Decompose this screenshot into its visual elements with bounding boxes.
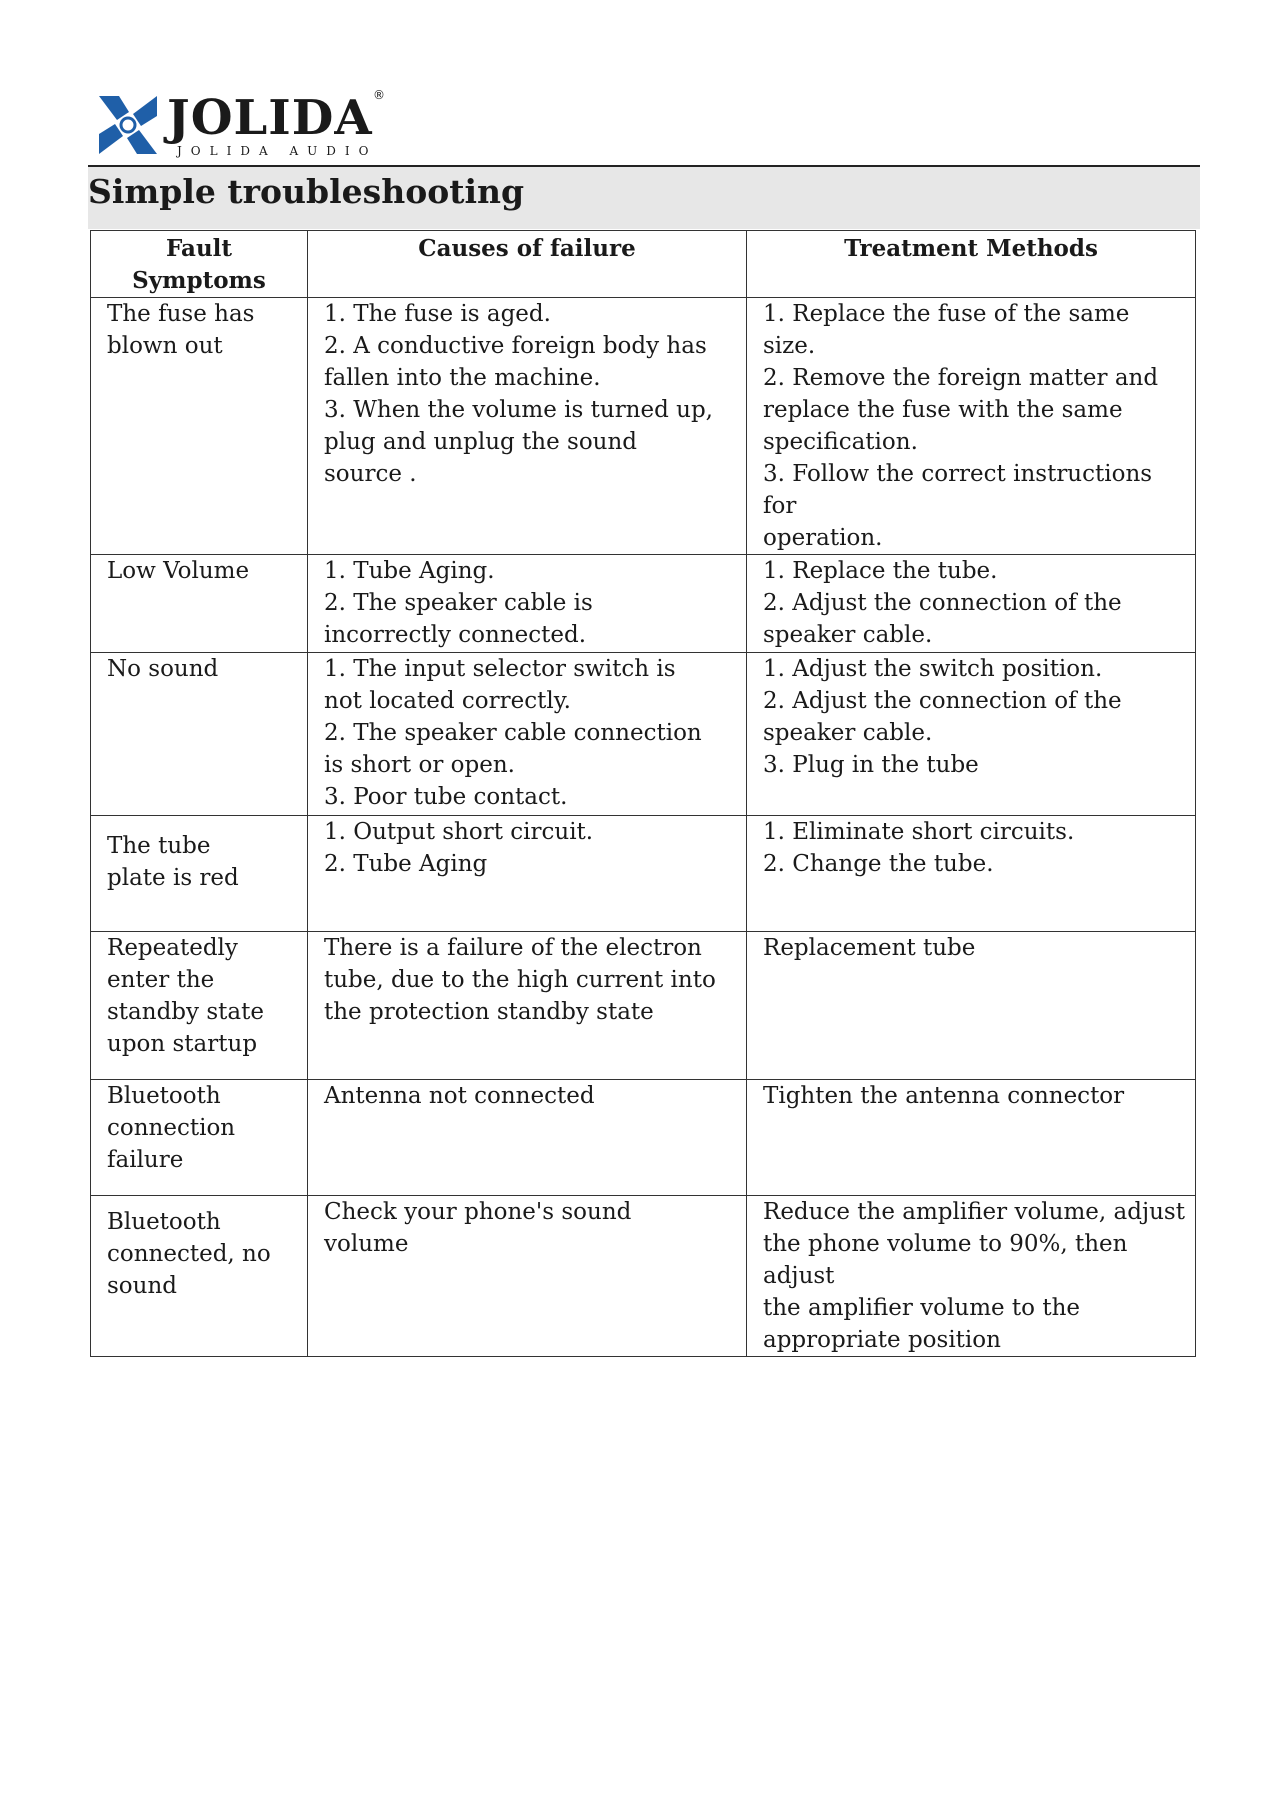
cell-line: connected, no <box>107 1241 271 1267</box>
cell-line: speaker cable. <box>763 720 933 746</box>
cell-line: the protection standby state <box>324 999 654 1025</box>
table-row <box>91 653 1196 816</box>
registered-mark: ® <box>373 88 385 102</box>
table-row <box>91 932 1196 1080</box>
cell-line: standby state <box>107 999 264 1025</box>
cell-line: plate is red <box>107 865 239 891</box>
cell-line: not located correctly. <box>324 688 571 714</box>
cell-line: 3. Plug in the tube <box>763 752 979 778</box>
table-row <box>91 298 1196 555</box>
cell-line: Tighten the antenna connector <box>763 1083 1125 1109</box>
cause-cell <box>308 1196 747 1357</box>
symptom-cell <box>91 653 308 816</box>
cause-cell <box>308 932 747 1080</box>
cell-line: 2. The speaker cable connection <box>324 720 702 746</box>
cell-line: 2. Tube Aging <box>324 851 488 877</box>
table-body <box>91 298 1196 1357</box>
symptom-cell <box>91 932 308 1080</box>
symptom-cell <box>91 816 308 932</box>
cell-line: Bluetooth <box>107 1209 221 1235</box>
cell-line: 1. Tube Aging. <box>324 558 495 584</box>
cell-line: speaker cable. <box>763 622 933 648</box>
cell-line: 2. The speaker cable is <box>324 590 593 616</box>
troubleshooting-table <box>90 230 1196 1357</box>
table-row <box>91 1080 1196 1196</box>
cell-line: appropriate position <box>763 1327 1001 1353</box>
cell-line: volume <box>324 1231 409 1257</box>
symptom-cell <box>91 298 308 555</box>
cell-line: 2. Adjust the connection of the <box>763 590 1122 616</box>
header-fault-symptoms <box>91 231 308 298</box>
cause-cell <box>308 816 747 932</box>
cell-line: No sound <box>107 656 219 682</box>
header-treatment <box>747 231 1196 298</box>
cell-line: upon startup <box>107 1031 258 1057</box>
cause-cell <box>308 653 747 816</box>
cell-line: sound <box>107 1273 177 1299</box>
cell-line: the amplifier volume to the <box>763 1295 1081 1321</box>
header-label: Fault Symptoms <box>132 235 266 294</box>
cell-line: 1. Adjust the switch position. <box>763 656 1103 682</box>
page-title: Simple troubleshooting <box>88 172 525 211</box>
treatment-cell <box>747 932 1196 1080</box>
table-row <box>91 555 1196 653</box>
cell-line: 3. When the volume is turned up, <box>324 397 713 423</box>
brand-logo <box>95 88 395 162</box>
treatment-cell <box>747 1080 1196 1196</box>
cell-line: The tube <box>107 833 211 859</box>
cell-line: 2. Adjust the connection of the <box>763 688 1122 714</box>
table-row <box>91 816 1196 932</box>
treatment-cell <box>747 816 1196 932</box>
header-label: Causes of failure <box>418 235 636 262</box>
cell-line: fallen into the machine. <box>324 365 601 391</box>
cell-line: blown out <box>107 333 223 359</box>
cell-line: enter the <box>107 967 215 993</box>
cell-line: the phone volume to 90%, then adjust <box>763 1231 1128 1289</box>
cell-line: tube, due to the high current into <box>324 967 716 993</box>
cell-line: Reduce the amplifier volume, adjust <box>763 1199 1185 1225</box>
cell-line: replace the fuse with the same <box>763 397 1123 423</box>
cell-line: Check your phone's sound <box>324 1199 632 1225</box>
cell-line: 1. Replace the fuse of the same size. <box>763 301 1130 359</box>
cell-line: 2. A conductive foreign body has <box>324 333 707 359</box>
brand-name: JOLIDA <box>167 90 373 146</box>
cell-line: operation. <box>763 525 883 551</box>
header-label: Treatment Methods <box>844 235 1098 262</box>
cell-line: 2. Change the tube. <box>763 851 994 877</box>
table-header-row <box>91 231 1196 298</box>
cell-line: 3. Follow the correct instructions for <box>763 461 1153 519</box>
cell-line: The fuse has <box>107 301 255 327</box>
cell-line: There is a failure of the electron <box>324 935 702 961</box>
cell-line: 1. The input selector switch is <box>324 656 676 682</box>
cell-line: source . <box>324 461 417 487</box>
cell-line: Repeatedly <box>107 935 238 961</box>
table-row <box>91 1196 1196 1357</box>
cell-line: incorrectly connected. <box>324 622 587 648</box>
treatment-cell <box>747 555 1196 653</box>
brand-subtitle: JOLIDA AUDIO <box>177 144 378 158</box>
treatment-cell <box>747 1196 1196 1357</box>
symptom-cell <box>91 555 308 653</box>
cell-line: 1. Eliminate short circuits. <box>763 819 1075 845</box>
cell-line: Bluetooth <box>107 1083 221 1109</box>
cell-line: plug and unplug the sound <box>324 429 638 455</box>
cell-line: 1. Output short circuit. <box>324 819 594 845</box>
cell-line: failure <box>107 1147 184 1173</box>
cell-line: 1. The fuse is aged. <box>324 301 551 327</box>
cell-line: Antenna not connected <box>324 1083 595 1109</box>
cause-cell <box>308 555 747 653</box>
cell-line: 2. Remove the foreign matter and <box>763 365 1159 391</box>
cell-line: is short or open. <box>324 752 515 778</box>
cell-line: Low Volume <box>107 558 250 584</box>
cell-line: connection <box>107 1115 236 1141</box>
symptom-cell <box>91 1080 308 1196</box>
treatment-cell <box>747 298 1196 555</box>
cause-cell <box>308 1080 747 1196</box>
header-causes <box>308 231 747 298</box>
jolida-pinwheel-icon <box>95 92 161 158</box>
cell-line: specification. <box>763 429 918 455</box>
cell-line: Replacement tube <box>763 935 976 961</box>
symptom-cell <box>91 1196 308 1357</box>
treatment-cell <box>747 653 1196 816</box>
cause-cell <box>308 298 747 555</box>
cell-line: 1. Replace the tube. <box>763 558 998 584</box>
cell-line: 3. Poor tube contact. <box>324 784 568 810</box>
